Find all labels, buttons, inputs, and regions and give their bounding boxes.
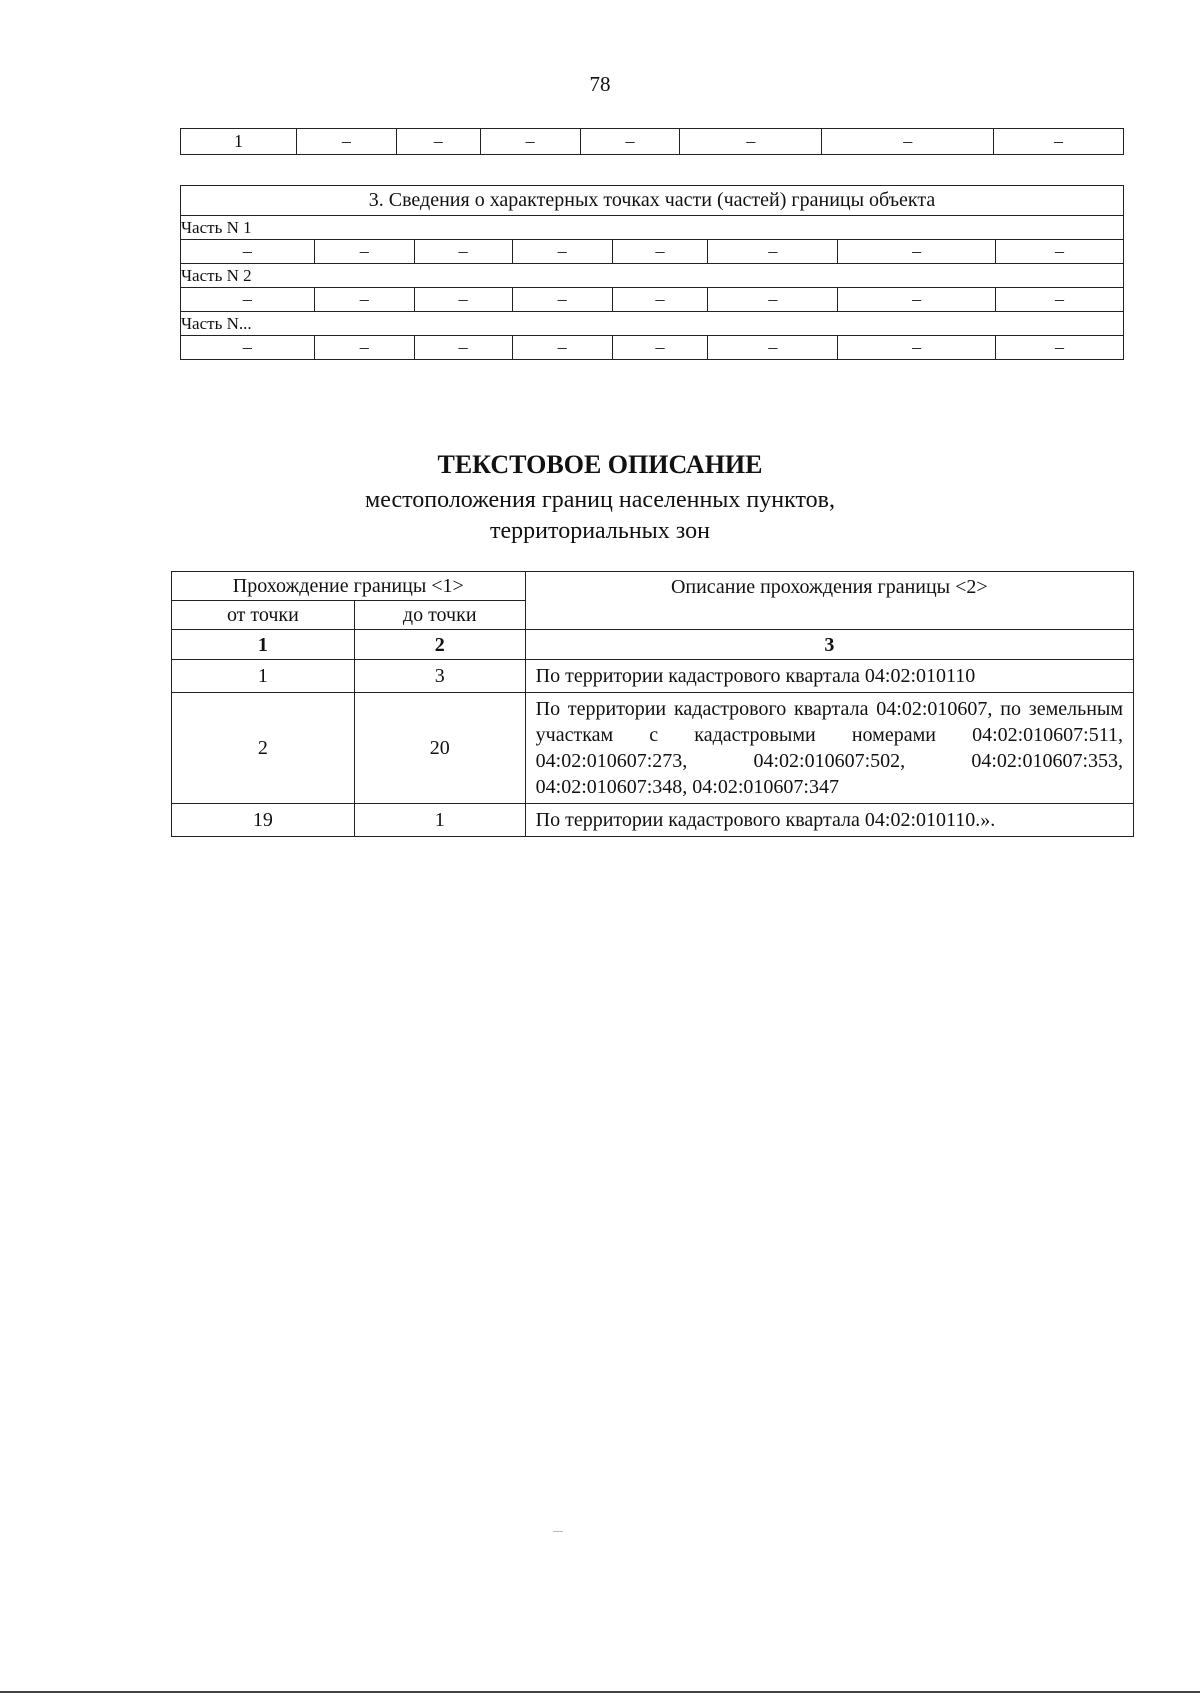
table-cell: – xyxy=(708,336,838,360)
table-row xyxy=(172,804,1134,837)
to-point-cell: 20 xyxy=(354,693,525,804)
column-header-from-point: от точки xyxy=(172,601,355,630)
table-cell: – xyxy=(680,129,822,155)
table-cell: – xyxy=(296,129,396,155)
table-cell: – xyxy=(708,288,838,312)
table-cell: – xyxy=(612,336,708,360)
table-cell: – xyxy=(838,336,996,360)
characteristic-points-table xyxy=(180,185,1124,360)
document-heading: ТЕКСТОВОЕ ОПИСАНИЕ xyxy=(437,450,763,479)
table-cell: – xyxy=(314,336,414,360)
table-row xyxy=(172,660,1134,693)
table-cell: – xyxy=(414,336,512,360)
table-cell: – xyxy=(414,240,512,264)
part-label: Часть N 1 xyxy=(181,216,1124,240)
scan-artifact xyxy=(553,1531,563,1532)
table-cell: – xyxy=(181,240,315,264)
table-cell: – xyxy=(181,288,315,312)
document-subheading: местоположения границ населенных пунктов, xyxy=(365,487,835,513)
to-point-cell: 3 xyxy=(354,660,525,693)
table-cell: 1 xyxy=(181,129,297,155)
boundary-description-table xyxy=(171,571,1134,837)
column-header-passage: Прохождение границы <1> xyxy=(172,572,526,601)
to-point-cell: 1 xyxy=(354,804,525,837)
table-cell: – xyxy=(414,288,512,312)
column-header-description: Описание прохождения границы <2> xyxy=(525,572,1133,630)
table-cell: – xyxy=(996,336,1124,360)
table-cell: – xyxy=(314,288,414,312)
part-label: Часть N 2 xyxy=(181,264,1124,288)
description-cell: По территории кадастрового квартала 04:02:010110 xyxy=(525,660,1133,693)
table-cell: – xyxy=(994,129,1124,155)
column-header-to-point: до точки xyxy=(354,601,525,630)
description-cell: По территории кадастрового квартала 04:02:010110.». xyxy=(525,804,1133,837)
table-cell: – xyxy=(314,240,414,264)
bottom-rule xyxy=(0,1691,1200,1693)
column-number: 2 xyxy=(354,630,525,660)
from-point-cell: 2 xyxy=(172,693,355,804)
table-cell: – xyxy=(822,129,994,155)
section-title: 3. Сведения о характерных точках части (частей) границы объекта xyxy=(181,186,1124,216)
part-label: Часть N... xyxy=(181,312,1124,336)
column-number: 3 xyxy=(525,630,1133,660)
table-row xyxy=(181,288,1124,312)
table-cell: – xyxy=(512,288,612,312)
page-number: 78 xyxy=(589,72,611,96)
table-cell: – xyxy=(708,240,838,264)
top-table xyxy=(180,128,1124,155)
table-row xyxy=(172,693,1134,804)
table-cell: – xyxy=(480,129,580,155)
table-cell: – xyxy=(996,288,1124,312)
table-cell: – xyxy=(838,240,996,264)
table-cell: – xyxy=(612,288,708,312)
table-row xyxy=(181,336,1124,360)
table-cell: – xyxy=(838,288,996,312)
table-cell: – xyxy=(580,129,680,155)
table-cell: – xyxy=(512,240,612,264)
document-subheading: территориальных зон xyxy=(490,518,710,544)
table-cell: – xyxy=(996,240,1124,264)
table-row xyxy=(181,240,1124,264)
from-point-cell: 19 xyxy=(172,804,355,837)
description-cell: По территории кадастрового квартала 04:02:010607, по земельным участкам с кадастровыми номерами 04:02:010607:511, 04:02:010607:273, 04:02:010607:502, 04:02:010607:353, 04:02:010607:348, 04:02:010607:347 xyxy=(525,693,1133,804)
table-cell: – xyxy=(612,240,708,264)
table-cell: – xyxy=(396,129,480,155)
table-row xyxy=(181,129,1124,155)
column-number: 1 xyxy=(172,630,355,660)
table-cell: – xyxy=(181,336,315,360)
from-point-cell: 1 xyxy=(172,660,355,693)
table-cell: – xyxy=(512,336,612,360)
